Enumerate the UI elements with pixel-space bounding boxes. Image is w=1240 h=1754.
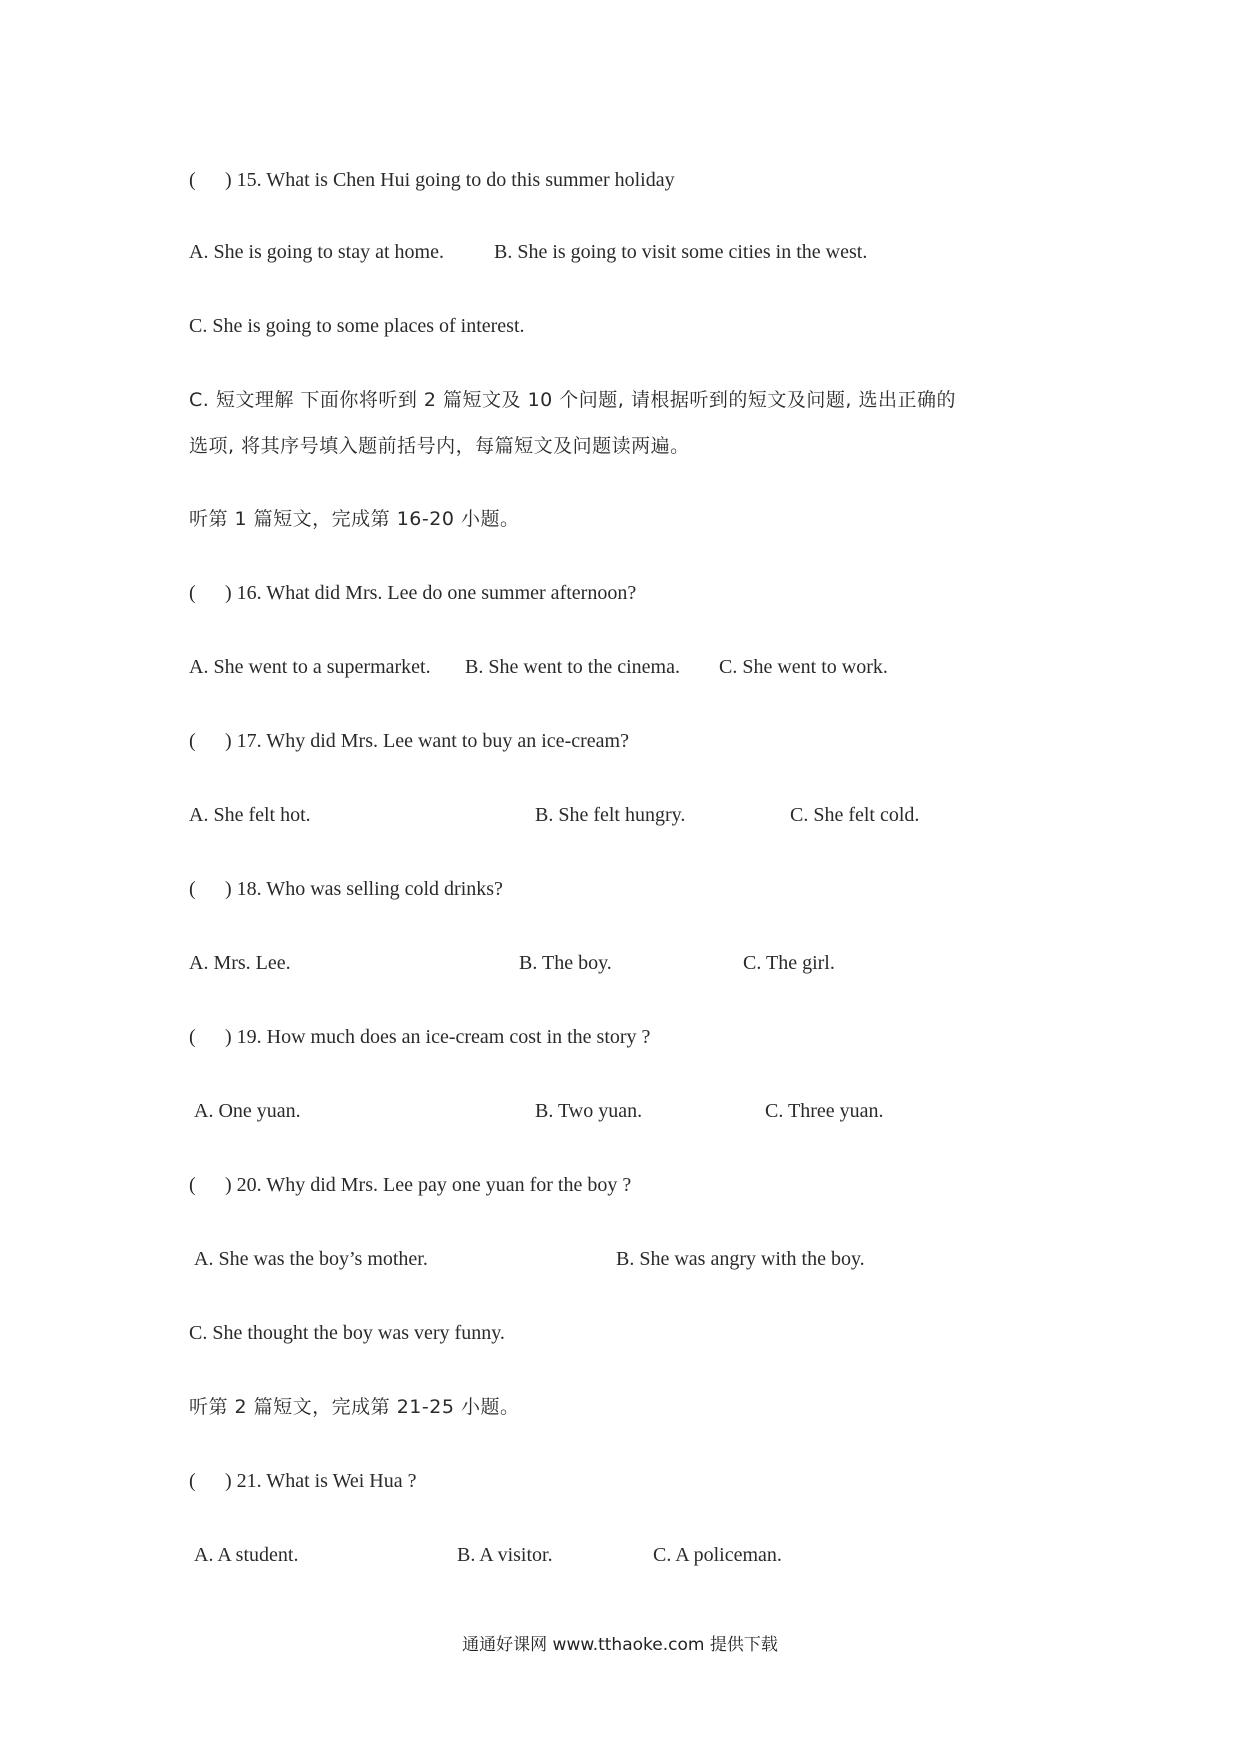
- option-b: B. The boy.: [519, 952, 612, 974]
- answer-paren-close: ): [225, 1174, 232, 1196]
- answer-paren-open: (: [189, 169, 196, 191]
- page-footer: 通通好课网 www.tthaoke.com 提供下载: [462, 1635, 778, 1655]
- question-text: 15. What is Chen Hui going to do this summer holiday: [236, 169, 675, 191]
- option-a: A. She felt hot.: [189, 804, 311, 826]
- option-a: A. She went to a supermarket.: [189, 656, 431, 678]
- option-a: A. Mrs. Lee.: [189, 952, 291, 974]
- question-text: 16. What did Mrs. Lee do one summer afternoon?: [236, 582, 637, 604]
- answer-paren-open: (: [189, 878, 196, 900]
- question-19: [189, 1025, 650, 1049]
- question-16: [189, 581, 636, 605]
- option-c: C. Three yuan.: [765, 1100, 884, 1122]
- option-c: C. She went to work.: [719, 656, 888, 678]
- question-21: [189, 1469, 417, 1493]
- option-a: A. She is going to stay at home.: [189, 241, 444, 263]
- answer-paren-open: (: [189, 730, 196, 752]
- passage-2-heading: 听第 2 篇短文，完成第 21-25 小题。: [189, 1396, 520, 1418]
- option-b: B. A visitor.: [457, 1544, 553, 1566]
- question-20: [189, 1173, 631, 1197]
- question-18: [189, 877, 503, 901]
- passage-1-heading: 听第 1 篇短文，完成第 16-20 小题。: [189, 508, 520, 530]
- answer-paren-open: (: [189, 1470, 196, 1492]
- question-text: 18. Who was selling cold drinks?: [236, 878, 503, 900]
- answer-paren-open: (: [189, 1026, 196, 1048]
- option-b: B. She felt hungry.: [535, 804, 686, 826]
- answer-paren-open: (: [189, 1174, 196, 1196]
- question-text: 21. What is Wei Hua ?: [236, 1470, 417, 1492]
- question-text: 20. Why did Mrs. Lee pay one yuan for the boy ?: [236, 1174, 632, 1196]
- option-a: A. One yuan.: [194, 1100, 301, 1122]
- option-b: B. She was angry with the boy.: [616, 1248, 865, 1270]
- option-c: C. She thought the boy was very funny.: [189, 1322, 505, 1344]
- answer-paren-close: ): [225, 1026, 232, 1048]
- option-b: B. She is going to visit some cities in the west.: [494, 241, 868, 263]
- answer-paren-close: ): [225, 878, 232, 900]
- option-c: C. She is going to some places of interest.: [189, 315, 525, 337]
- option-c: C. The girl.: [743, 952, 835, 974]
- question-text: 17. Why did Mrs. Lee want to buy an ice-cream?: [236, 730, 629, 752]
- question-17: [189, 729, 629, 753]
- section-c-instructions-line1: C. 短文理解 下面你将听到 2 篇短文及 10 个问题, 请根据听到的短文及问题, 选出正确的: [189, 389, 956, 411]
- answer-paren-close: ): [225, 169, 232, 191]
- option-c: C. A policeman.: [653, 1544, 782, 1566]
- answer-paren-close: ): [225, 1470, 232, 1492]
- option-b: B. Two yuan.: [535, 1100, 643, 1122]
- section-c-instructions-line2: 选项, 将其序号填入题前括号内，每篇短文及问题读两遍。: [189, 435, 690, 457]
- answer-paren-open: (: [189, 582, 196, 604]
- answer-paren-close: ): [225, 730, 232, 752]
- question-15: [189, 168, 675, 192]
- option-b: B. She went to the cinema.: [465, 656, 680, 678]
- option-a: A. A student.: [194, 1544, 299, 1566]
- question-text: 19. How much does an ice-cream cost in the story ?: [236, 1026, 651, 1048]
- option-a: A. She was the boy’s mother.: [194, 1248, 428, 1270]
- answer-paren-close: ): [225, 582, 232, 604]
- option-c: C. She felt cold.: [790, 804, 920, 826]
